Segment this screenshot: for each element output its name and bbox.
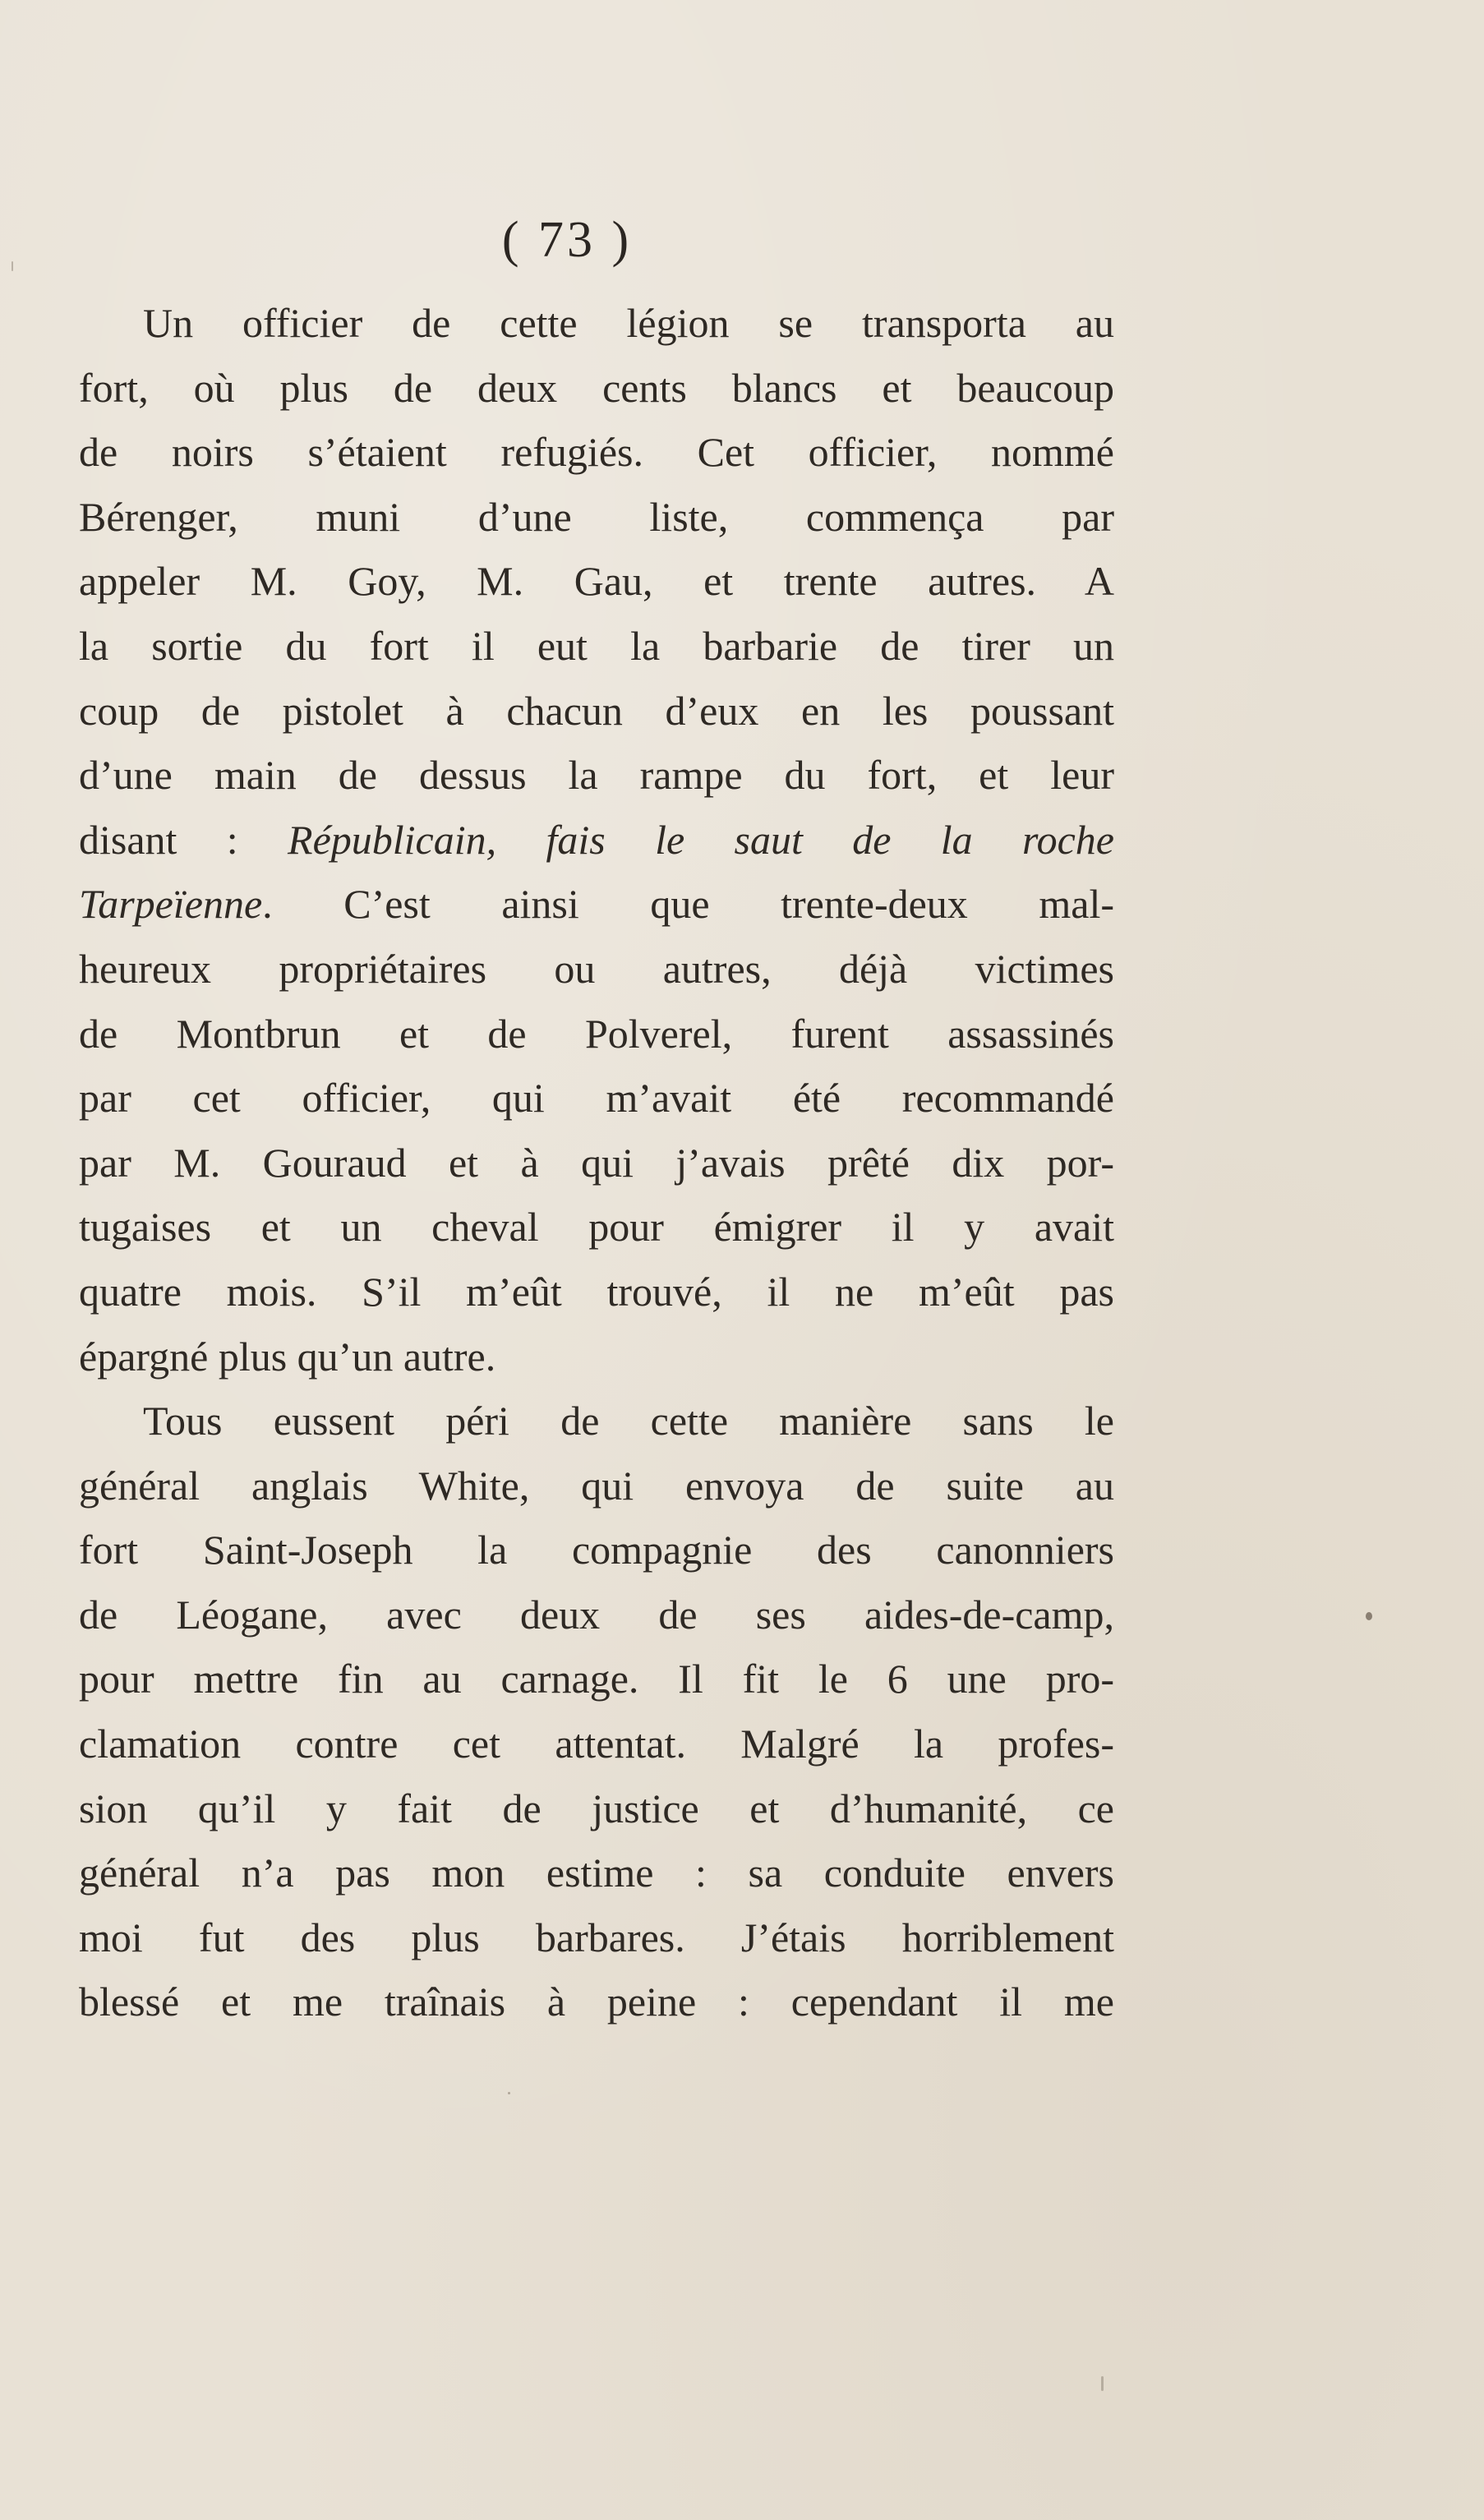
text-line: tugaises et un cheval pour émigrer il y avait <box>79 1204 1114 1251</box>
text-line: général n’a pas mon estime : sa conduite envers <box>79 1850 1114 1896</box>
text-line: par cet officier, qui m’avait été recommandé <box>79 1075 1114 1122</box>
paper-speck <box>1101 2376 1104 2391</box>
text-line: général anglais White, qui envoya de suite au <box>79 1462 1114 1509</box>
text-line: pour mettre fin au carnage. Il fit le 6 une pro- <box>79 1656 1114 1702</box>
paper-speck <box>508 2092 510 2094</box>
italic-quote: Républicain, fais le saut de la roche <box>288 816 1114 863</box>
paper-speck <box>12 261 13 271</box>
text-line: clamation contre cet attentat. Malgré la profes- <box>79 1721 1114 1767</box>
page-number: ( 73 ) <box>501 212 633 268</box>
text-line: sion qu’il y fait de justice et d’humanité, ce <box>79 1785 1114 1831</box>
text-line: fort, où plus de deux cents blancs et beaucoup <box>79 364 1114 411</box>
text-line: coup de pistolet à chacun d’eux en les poussant <box>79 687 1114 734</box>
paper-speck <box>1366 1612 1372 1620</box>
text-line: de Léogane, avec deux de ses aides-de-camp, <box>79 1591 1114 1638</box>
text-fragment: . C’est ainsi que trente-deux mal- <box>262 881 1114 928</box>
text-line: fort Saint-Joseph la compagnie des canonniers <box>79 1527 1114 1573</box>
body-text <box>79 291 1114 2034</box>
text-line: Bérenger, muni d’une liste, commença par <box>79 493 1114 540</box>
text-line: heureux propriétaires ou autres, déjà victimes <box>79 945 1114 992</box>
text-line: d’une main de dessus la rampe du fort, et leur <box>79 752 1114 799</box>
text-line: appeler M. Goy, M. Gau, et trente autres. A <box>79 558 1114 605</box>
text-line: de noirs s’étaient refugiés. Cet officier, nommé <box>79 429 1114 476</box>
text-fragment: disant : <box>79 816 288 863</box>
text-line: quatre mois. S’il m’eût trouvé, il ne m’eût pas <box>79 1268 1114 1315</box>
text-line: Tous eussent péri de cette manière sans le <box>143 1398 1114 1444</box>
text-line: par M. Gouraud et à qui j’avais prêté dix por- <box>79 1139 1114 1186</box>
text-line-with-italic <box>79 808 1114 873</box>
text-line: la sortie du fort il eut la barbarie de tirer un <box>79 622 1114 669</box>
text-line-with-italic <box>79 872 1114 937</box>
text-line: de Montbrun et de Polverel, furent assassinés <box>79 1010 1114 1057</box>
text-line: épargné plus qu’un autre. <box>79 1333 496 1380</box>
text-line: moi fut des plus barbares. J’étais horriblement <box>79 1914 1114 1960</box>
text-line: Un officier de cette légion se transporta au <box>143 300 1114 346</box>
italic-quote: Tarpeïenne <box>79 881 263 928</box>
text-line: blessé et me traînais à peine : cependant il me <box>79 1979 1114 2025</box>
